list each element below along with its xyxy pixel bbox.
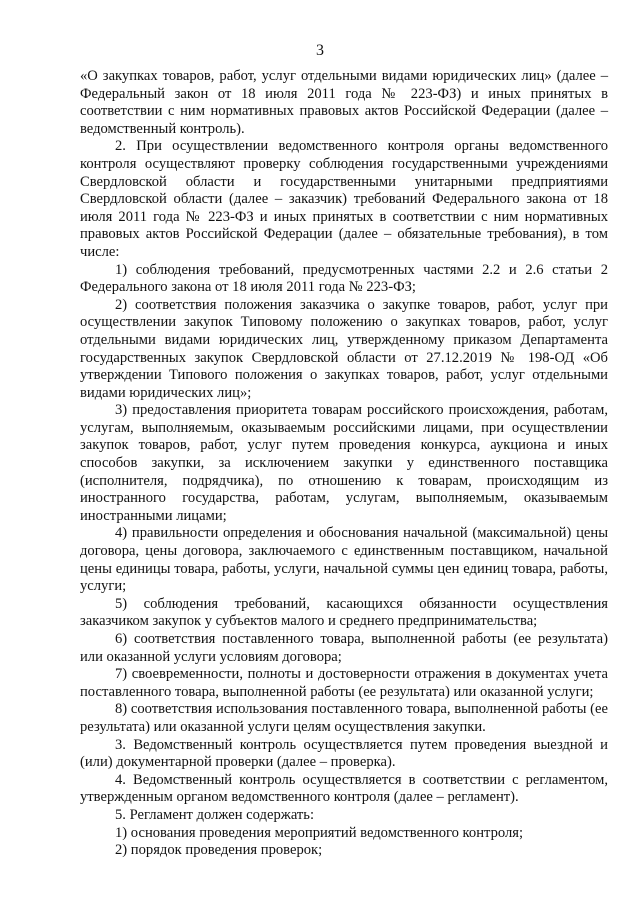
list-item-5: 5) соблюдения требований, касающихся обязанности осуществления заказчиком закупок у субъектов малого и среднего предпринимательства;	[80, 595, 608, 630]
list-item-3: 3) предоставления приоритета товарам российского происхождения, работам, услугам, выполняемым, оказываемым российскими лицами, при осуществлении закупок товаров, работ, услуг путем проведения конкурса, аукциона и иных способов закупки, за исключением закупки у единственного поставщика (исполнителя, подрядчика), по отношению к товарам, происходящим из иностранного государства, работам, услугам, выполняемым, оказываемым иностранными лицами;	[80, 402, 608, 524]
page-number: 3	[316, 42, 324, 59]
list-item-6: 6) соответствия поставленного товара, выполненной работы (ее результата) или оказанной услуги условиям договора;	[80, 631, 608, 665]
document-body	[80, 68, 608, 860]
list-item-1: 1) соблюдения требований, предусмотренных частями 2.2 и 2.6 статьи 2 Федерального закона от 18 июля 2011 года № 223-ФЗ;	[80, 261, 608, 296]
regulation-item-2: 2) порядок проведения проверок;	[115, 842, 323, 859]
list-item-7: 7) своевременности, полноты и достоверности отражения в документах учета поставленного товара, выполненной работы (ее результата) или оказанной услуги;	[80, 666, 608, 700]
paragraph-2: 2. При осуществлении ведомственного контроля органы ведомственного контроля осуществляют проверку соблюдения государственными учреждениями Свердловской области и государственными унитарными предприятиями Свердловской области (далее – заказчик) требований Федерального закона от 18 июля 2011 года № 223-ФЗ и иных принятых в соответствии с ним нормативных правовых актов Российской Федерации (далее – обязательные требования), в том числе:	[80, 138, 608, 260]
list-item-2: 2) соответствия положения заказчика о закупке товаров, работ, услуг при осуществлении закупок Типовому положению о закупках товаров, работ, услуг отдельными видами юридических лиц, утвержденному приказом Департамента государственных закупок Свердловской области от 27.12.2019 № 198-ОД «Об утверждении Типового положения о закупках товаров, работ, услуг отдельными видами юридических лиц»;	[80, 296, 608, 401]
regulation-item-1: 1) основания проведения мероприятий ведомственного контроля;	[115, 824, 524, 841]
list-item-4: 4) правильности определения и обоснования начальной (максимальной) цены договора, цены договора, заключаемого с единственным поставщиком, начальной цены единицы товара, работы, услуги, начальной суммы цен единиц товара, работы, услуги;	[80, 525, 608, 595]
paragraph-3: 3. Ведомственный контроль осуществляется путем проведения выездной и (или) документарной проверки (далее – проверка).	[80, 736, 608, 771]
paragraph-5: 5. Регламент должен содержать:	[115, 806, 315, 823]
paragraph-4: 4. Ведомственный контроль осуществляется в соответствии с регламентом, утвержденным органом ведомственного контроля (далее – регламент).	[80, 771, 608, 806]
paragraph-continuation: «О закупках товаров, работ, услуг отдельными видами юридических лиц» (далее – Федеральный закон от 18 июля 2011 года № 223-ФЗ) и иных принятых в соответствии с ним нормативных правовых актов Российской Федерации (далее – ведомственный контроль).	[80, 68, 608, 137]
list-item-8: 8) соответствия использования поставленного товара, выполненной работы (ее результата) или оказанной услуги целям осуществления закупки.	[80, 701, 608, 735]
